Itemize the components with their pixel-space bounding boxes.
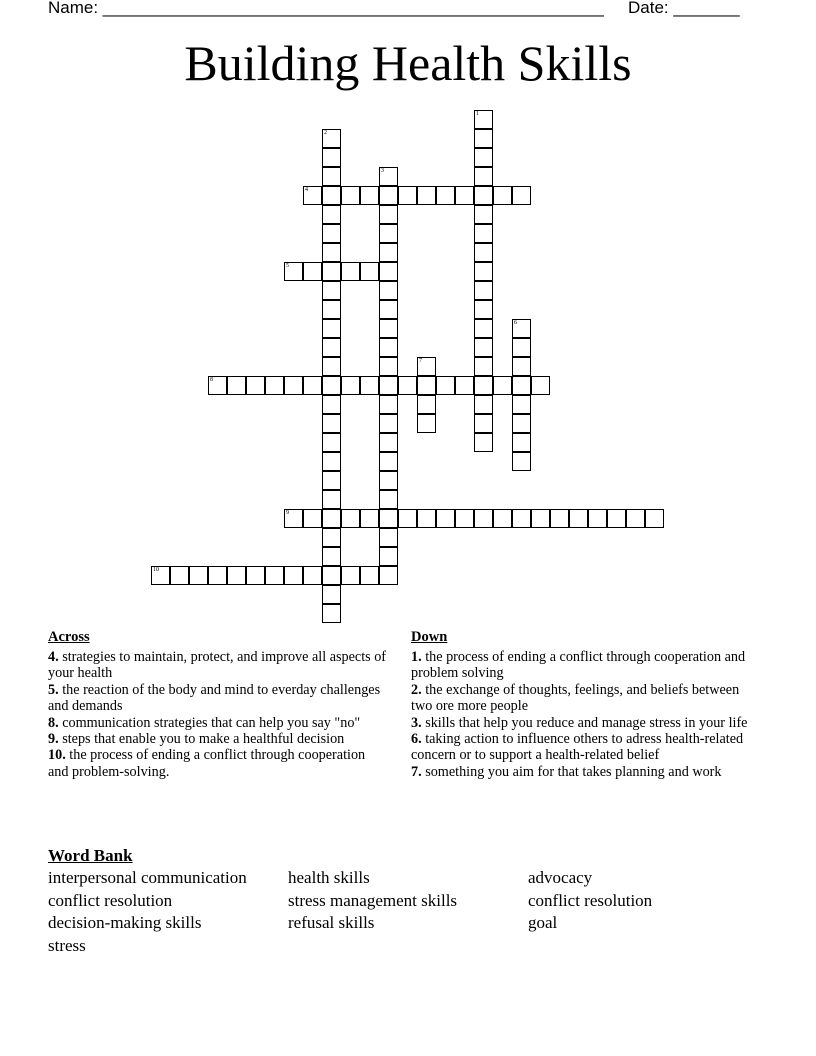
clue-number: 6: [514, 320, 517, 326]
crossword-cell[interactable]: [379, 319, 398, 338]
crossword-cell[interactable]: [550, 509, 569, 528]
clue-number-label: 5.: [48, 681, 59, 698]
clue-text: communication strategies that can help you say "no": [58, 714, 361, 731]
crossword-cell[interactable]: [512, 509, 531, 528]
crossword-cell[interactable]: [607, 509, 626, 528]
crossword-cell[interactable]: [379, 471, 398, 490]
crossword-cell[interactable]: [322, 205, 341, 224]
crossword-cell[interactable]: [474, 186, 493, 205]
clue-text: strategies to maintain, protect, and improve all aspects of your health: [48, 649, 387, 682]
crossword-cell[interactable]: [512, 395, 531, 414]
crossword-cell[interactable]: [284, 376, 303, 395]
clue-text: the process of ending a conflict through cooperation and problem-solving.: [48, 747, 366, 780]
crossword-cell[interactable]: [417, 509, 436, 528]
crossword-cell[interactable]: [626, 509, 645, 528]
crossword-cell[interactable]: [322, 490, 341, 509]
word-bank-item: conflict resolution: [48, 890, 173, 910]
word-bank-item: refusal skills: [288, 913, 375, 933]
crossword-cell[interactable]: [379, 395, 398, 414]
crossword-cell[interactable]: [417, 414, 436, 433]
crossword-cell[interactable]: [170, 566, 189, 585]
crossword-cell[interactable]: [379, 262, 398, 281]
clue-number-label: 1.: [411, 649, 422, 665]
clue-number-label: 6.: [411, 731, 422, 748]
across-clue-list: [48, 649, 388, 780]
crossword-cell[interactable]: [512, 186, 531, 205]
crossword-cell[interactable]: [227, 566, 246, 585]
down-clue-list: [411, 649, 751, 780]
crossword-cell[interactable]: [512, 452, 531, 471]
crossword-cell[interactable]: [493, 376, 512, 395]
crossword-cell[interactable]: [322, 262, 341, 281]
crossword-cell[interactable]: [208, 376, 227, 395]
clue-number-label: 9.: [48, 731, 59, 748]
crossword-cell[interactable]: [398, 376, 417, 395]
clue-number: 3: [381, 168, 384, 174]
clue-text: the reaction of the body and mind to everday challenges and demands: [48, 681, 381, 715]
clue-number: 10: [153, 567, 159, 573]
crossword-cell[interactable]: [189, 566, 208, 585]
word-bank-item: stress management skills: [288, 890, 458, 910]
crossword-cell[interactable]: [379, 490, 398, 509]
crossword-cell[interactable]: [455, 509, 474, 528]
name-field[interactable]: Name: _____________________________________________________: [48, 0, 604, 17]
clue-number-label: 8.: [48, 714, 59, 731]
crossword-cell[interactable]: [512, 414, 531, 433]
crossword-cell[interactable]: [322, 471, 341, 490]
crossword-cell[interactable]: [322, 167, 341, 186]
page-title: Building Health Skills: [184, 35, 632, 91]
crossword-cell[interactable]: [379, 509, 398, 528]
crossword-cell[interactable]: [474, 148, 493, 167]
word-bank-item: conflict resolution: [528, 890, 653, 910]
crossword-cell[interactable]: [379, 205, 398, 224]
crossword-cell[interactable]: [246, 566, 265, 585]
crossword-cell[interactable]: [398, 186, 417, 205]
crossword-cell[interactable]: [322, 585, 341, 604]
crossword-cell[interactable]: [455, 186, 474, 205]
clue-number-label: 3.: [411, 714, 422, 731]
word-bank-item: health skills: [288, 868, 370, 887]
crossword-cell[interactable]: [474, 262, 493, 281]
clue-item: [411, 764, 751, 780]
crossword-cell[interactable]: [284, 566, 303, 585]
crossword-cell[interactable]: [322, 319, 341, 338]
crossword-cell[interactable]: [303, 262, 322, 281]
crossword-cell[interactable]: [360, 566, 379, 585]
crossword-cell[interactable]: [379, 414, 398, 433]
word-bank: [48, 867, 768, 957]
word-bank-item: stress: [48, 935, 86, 955]
crossword-cell[interactable]: [512, 319, 531, 338]
crossword-cell[interactable]: [379, 243, 398, 262]
crossword-cell[interactable]: [360, 509, 379, 528]
crossword-cell[interactable]: [208, 566, 227, 585]
clue-number: 7: [419, 358, 422, 364]
crossword-cell[interactable]: [360, 376, 379, 395]
crossword-cell[interactable]: [322, 509, 341, 528]
crossword-cell[interactable]: [417, 357, 436, 376]
crossword-cell[interactable]: [512, 376, 531, 395]
clue-text: the process of ending a conflict through cooperation and problem solving: [411, 649, 746, 682]
crossword-cell[interactable]: [474, 319, 493, 338]
crossword-cell[interactable]: [474, 338, 493, 357]
crossword-cell[interactable]: [436, 509, 455, 528]
crossword-cell[interactable]: [531, 376, 550, 395]
crossword-cell[interactable]: [322, 528, 341, 547]
clue-number: 4: [305, 187, 308, 193]
crossword-cell[interactable]: [474, 243, 493, 262]
crossword-cell[interactable]: [474, 509, 493, 528]
crossword-cell[interactable]: [322, 376, 341, 395]
crossword-cell[interactable]: [455, 376, 474, 395]
crossword-cell[interactable]: [474, 300, 493, 319]
crossword-cell[interactable]: [436, 186, 455, 205]
clue-text: something you aim for that takes planning and work: [421, 763, 722, 780]
crossword-cell[interactable]: [303, 376, 322, 395]
clue-text: steps that enable you to make a healthful decision: [58, 731, 345, 748]
crossword-cell[interactable]: [265, 376, 284, 395]
crossword-cell[interactable]: [322, 604, 341, 623]
crossword-cell[interactable]: [474, 281, 493, 300]
clue-text: taking action to influence others to adress health-related concern or to support a health-related belief: [411, 731, 744, 764]
crossword-cell[interactable]: [474, 224, 493, 243]
crossword-cell[interactable]: [303, 566, 322, 585]
crossword-cell[interactable]: [341, 262, 360, 281]
crossword-cell[interactable]: [474, 376, 493, 395]
crossword-cell[interactable]: [322, 224, 341, 243]
crossword-cell[interactable]: [379, 547, 398, 566]
crossword-cell[interactable]: [322, 129, 341, 148]
crossword-cell[interactable]: [474, 129, 493, 148]
crossword-cell[interactable]: [645, 509, 664, 528]
crossword-cell[interactable]: [379, 300, 398, 319]
word-bank-item: interpersonal communication: [48, 868, 247, 887]
crossword-cell[interactable]: [379, 338, 398, 357]
crossword-cell[interactable]: [474, 205, 493, 224]
clue-text: the exchange of thoughts, feelings, and beliefs between two ore more people: [411, 681, 740, 715]
clue-item: [48, 715, 388, 731]
word-bank-item: decision-making skills: [48, 913, 202, 933]
crossword-cell[interactable]: [322, 338, 341, 357]
crossword-cell[interactable]: [360, 262, 379, 281]
crossword-cell[interactable]: [569, 509, 588, 528]
crossword-cell[interactable]: [436, 376, 455, 395]
crossword-cell[interactable]: [398, 509, 417, 528]
crossword-cell[interactable]: [379, 452, 398, 471]
crossword-cell[interactable]: [474, 110, 493, 129]
crossword-cell[interactable]: [322, 452, 341, 471]
clue-number-label: 2.: [411, 681, 422, 698]
crossword-cell[interactable]: [322, 566, 341, 585]
word-bank-item: advocacy: [528, 868, 593, 887]
crossword-cell[interactable]: [322, 547, 341, 566]
crossword-cell[interactable]: [303, 186, 322, 205]
crossword-cell[interactable]: [474, 167, 493, 186]
clue-item: [411, 649, 751, 682]
crossword-cell[interactable]: [265, 566, 284, 585]
word-bank-title: Word Bank: [48, 846, 133, 865]
crossword-cell[interactable]: [379, 281, 398, 300]
clue-item: [48, 682, 388, 715]
crossword-cell[interactable]: [360, 186, 379, 205]
crossword-cell[interactable]: [322, 414, 341, 433]
crossword-cell[interactable]: [474, 357, 493, 376]
crossword-cell[interactable]: [474, 414, 493, 433]
across-clues: [48, 628, 388, 780]
clue-text: skills that help you reduce and manage stress in your life: [421, 714, 748, 731]
crossword-cell[interactable]: [341, 376, 360, 395]
crossword-cell[interactable]: [341, 509, 360, 528]
clue-number-label: 4.: [48, 649, 59, 665]
crossword-cell[interactable]: [417, 376, 436, 395]
crossword-cell[interactable]: [512, 338, 531, 357]
clue-number: 2: [324, 130, 327, 136]
clue-item: [411, 715, 751, 731]
crossword-cell[interactable]: [246, 376, 265, 395]
crossword-cell[interactable]: [322, 243, 341, 262]
crossword-cell[interactable]: [379, 357, 398, 376]
crossword-cell[interactable]: [322, 148, 341, 167]
crossword-cell[interactable]: [322, 300, 341, 319]
crossword-cell[interactable]: [379, 528, 398, 547]
crossword-cell[interactable]: [474, 433, 493, 452]
crossword-cell[interactable]: [379, 167, 398, 186]
crossword-cell[interactable]: [379, 224, 398, 243]
crossword-cell[interactable]: [322, 357, 341, 376]
clue-item: [411, 731, 751, 764]
crossword-cell[interactable]: [417, 395, 436, 414]
crossword-cell[interactable]: [341, 186, 360, 205]
clue-number: 8: [210, 377, 213, 383]
down-clues: [411, 628, 751, 780]
crossword-cell[interactable]: [512, 433, 531, 452]
crossword-cell[interactable]: [284, 509, 303, 528]
crossword-cell[interactable]: [474, 395, 493, 414]
crossword-cell[interactable]: [512, 357, 531, 376]
crossword-cell[interactable]: [493, 509, 512, 528]
clue-number-label: 10.: [48, 747, 66, 764]
crossword-cell[interactable]: [303, 509, 322, 528]
clue-item: [48, 731, 388, 747]
crossword-cell[interactable]: [531, 509, 550, 528]
across-heading: Across: [48, 629, 90, 645]
clue-item: [411, 682, 751, 715]
crossword-cell[interactable]: [322, 186, 341, 205]
down-heading: Down: [411, 629, 448, 645]
clue-number: 5: [286, 263, 289, 269]
clue-number-label: 7.: [411, 763, 422, 780]
crossword-cell[interactable]: [417, 186, 436, 205]
crossword-cell[interactable]: [322, 281, 341, 300]
crossword-cell[interactable]: [379, 186, 398, 205]
clue-number: 9: [286, 510, 289, 516]
clue-item: [48, 649, 388, 682]
crossword-cell[interactable]: [322, 433, 341, 452]
crossword-cell[interactable]: [379, 376, 398, 395]
crossword-cell[interactable]: [493, 186, 512, 205]
clue-item: [48, 747, 388, 780]
crossword-cell[interactable]: [379, 433, 398, 452]
date-field[interactable]: Date: _______: [628, 0, 740, 17]
clue-number: 1: [476, 111, 479, 117]
crossword-cell[interactable]: [379, 566, 398, 585]
crossword-cell[interactable]: [588, 509, 607, 528]
crossword-cell[interactable]: [284, 262, 303, 281]
crossword-cell[interactable]: [151, 566, 170, 585]
crossword-cell[interactable]: [322, 395, 341, 414]
word-bank-item: goal: [528, 913, 558, 933]
crossword-cell[interactable]: [227, 376, 246, 395]
crossword-cell[interactable]: [341, 566, 360, 585]
